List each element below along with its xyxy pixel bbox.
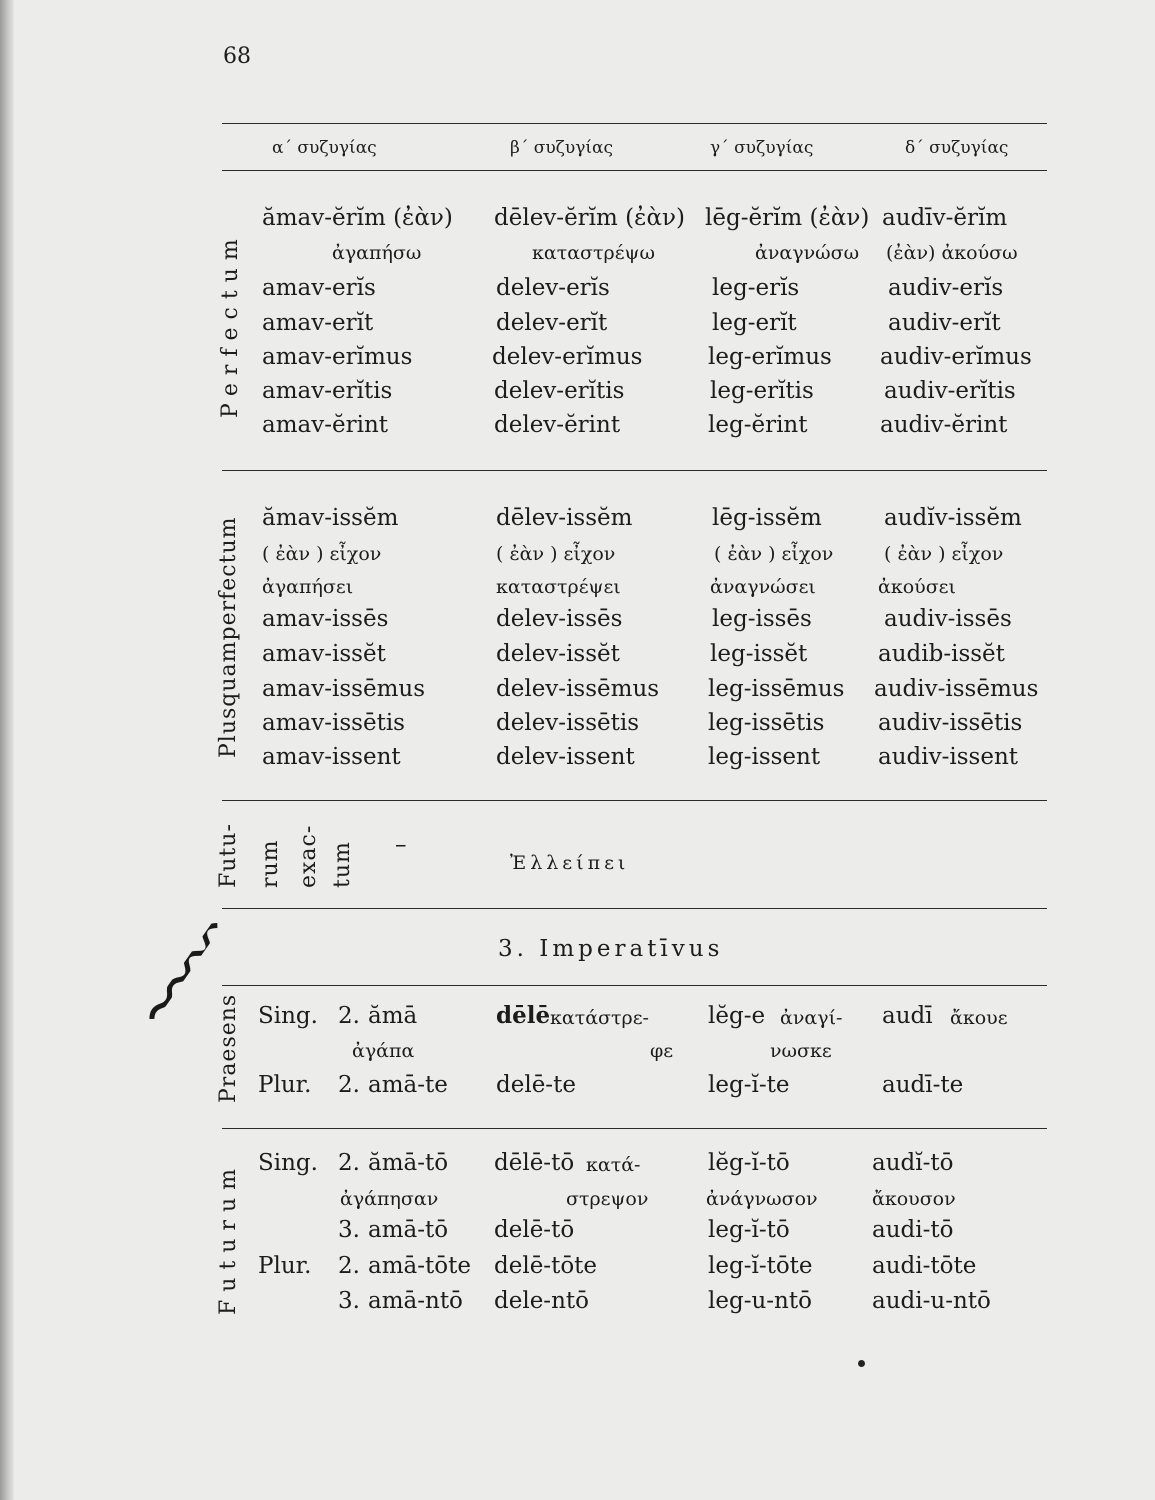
fut-r4-c3: leg-ĭ-tōte (708, 1253, 813, 1279)
futurum-exactum-deest: Ἐλλείπει (510, 852, 630, 874)
perf-c1-r6: amav-erĭtis (262, 378, 393, 404)
plq-c2-r8: delev-issent (496, 744, 635, 770)
praes-plur-c4: audī-te (882, 1072, 964, 1098)
plq-c3-r8: leg-issent (708, 744, 821, 770)
plq-c4-r6: audiv-issēmus (874, 676, 1039, 702)
fut-r3-c4: audi-tō (872, 1217, 954, 1243)
praes-sing-c3-greek2: νωσκε (770, 1040, 832, 1062)
plq-c3-r4: leg-issēs (712, 606, 812, 632)
fut-r2-c2: στρεψον (566, 1188, 649, 1210)
plq-c2-r2: ( ἐὰν ) εἶχον (496, 543, 616, 565)
praes-plur-label: Plur. (258, 1072, 312, 1098)
rule-after-plusquamperfectum (222, 800, 1047, 801)
praes-sing-num: 2. (338, 1003, 360, 1029)
plq-c2-r1: dēlev-issĕm (496, 505, 633, 531)
plq-c3-r1: lēg-issĕm (712, 505, 822, 531)
praes-sing-c1-greek: ἀγάπα (352, 1040, 415, 1062)
rule-before-praesens (222, 985, 1047, 986)
perf-c2-r1: dēlev-ĕrĭm (ἐὰν) (494, 205, 685, 231)
plq-c1-r5: amav-issĕt (262, 641, 386, 667)
book-spine-edge (0, 0, 14, 1500)
fut-r1-c4: audĭ-tō (872, 1150, 954, 1176)
fut-r1-c1: ămā-tō (368, 1150, 449, 1176)
perf-c2-r6: delev-erĭtis (494, 378, 625, 404)
futurum-exactum-dash: – (395, 832, 407, 858)
plq-c1-r6: amav-issēmus (262, 676, 425, 702)
perf-c1-greek: ἀγαπήσω (332, 242, 422, 264)
plq-c3-r7: leg-issētis (708, 710, 825, 736)
fut-r5-num: 3. (338, 1288, 360, 1314)
plq-c1-r4: amav-issēs (262, 606, 389, 632)
perf-c3-r1: lēg-ĕrĭm (ἐὰν) (705, 205, 870, 231)
rule-after-perfectum (222, 470, 1047, 471)
praes-sing-c3-greek1: ἀναγί- (780, 1007, 843, 1029)
plq-c3-r2: ( ἐὰν ) εἶχον (714, 543, 834, 565)
fut-r4-c4: audi-tōte (872, 1253, 977, 1279)
fut-r5-c4: audi-u-ntō (872, 1288, 991, 1314)
plq-c2-r3: καταστρέψει (496, 576, 621, 598)
praes-sing-label: Sing. (258, 1003, 318, 1029)
perf-c3-r7: leg-ĕrint (708, 412, 808, 438)
fut-r2-c1: ἀγάπησαν (340, 1188, 439, 1210)
perf-c1-r7: amav-ĕrint (262, 412, 389, 438)
fut-r4-c2: delē-tōte (494, 1253, 598, 1279)
perf-c4-greek: (ἐὰν) ἀκούσω (886, 242, 1018, 264)
section-label-futurum: Futurum (216, 1161, 241, 1315)
perf-c2-r5: delev-erĭmus (492, 344, 643, 370)
perf-c4-r4: audiv-erĭt (888, 310, 1001, 336)
plq-c4-r4: audiv-issēs (884, 606, 1012, 632)
fut-r5-c1: amā-ntō (368, 1288, 463, 1314)
fut-r4-num: 2. (338, 1253, 360, 1279)
col-header-1: α΄ συζυγίας (272, 138, 377, 158)
label-futurum-exactum-4: tum (330, 841, 355, 888)
fut-r4-c1: amā-tōte (368, 1253, 471, 1279)
rule-before-futurum (222, 1128, 1047, 1129)
col-header-2: β΄ συζυγίας (510, 138, 614, 158)
plq-c4-r1: audĭv-issĕm (884, 505, 1022, 531)
page-number: 68 (223, 44, 251, 69)
perf-c1-r4: amav-erĭt (262, 310, 374, 336)
rule-header-bottom (222, 170, 1047, 171)
perf-c3-r4: leg-erĭt (712, 310, 797, 336)
handwritten-signature-mark (146, 919, 223, 1023)
col-header-4: δ΄ συζυγίας (905, 138, 1009, 158)
plq-c4-r5: audib-issĕt (878, 641, 1005, 667)
fut-r2-c3: ἀνάγνωσον (706, 1188, 818, 1210)
fut-r3-num: 3. (338, 1217, 360, 1243)
rule-after-futurum-exactum (222, 908, 1047, 909)
praes-plur-num: 2. (338, 1072, 360, 1098)
perf-c2-r4: delev-erĭt (496, 310, 608, 336)
plq-c1-r3: ἀγαπήσει (262, 576, 354, 598)
perf-c4-r5: audiv-erĭmus (880, 344, 1032, 370)
plq-c4-r3: ἀκούσει (878, 576, 956, 598)
praes-plur-c1: amā-te (368, 1072, 448, 1098)
plq-c2-r6: delev-issēmus (496, 676, 660, 702)
perf-c1-r1: ămav-ĕrĭm (ἐὰν) (262, 205, 453, 231)
section-label-praesens: Praesens (216, 993, 241, 1103)
perf-c1-r3: amav-erĭs (262, 275, 376, 301)
fut-r1-num: 2. (338, 1150, 360, 1176)
praes-sing-c1: ămā (368, 1003, 418, 1029)
perf-c4-r7: audiv-ĕrint (880, 412, 1008, 438)
praes-plur-c2: delē-te (496, 1072, 576, 1098)
perf-c2-greek: καταστρέψω (532, 242, 655, 264)
perf-c2-r3: delev-erĭs (496, 275, 610, 301)
rule-top (222, 123, 1047, 124)
plq-c3-r5: leg-issĕt (710, 641, 808, 667)
perf-c2-r7: delev-ĕrint (494, 412, 621, 438)
plq-c1-r7: amav-issētis (262, 710, 405, 736)
praes-sing-c2-greek2: φε (650, 1040, 674, 1062)
plq-c2-r5: delev-issĕt (496, 641, 620, 667)
plq-c4-r7: audiv-issētis (878, 710, 1023, 736)
praes-sing-c3: lĕg-e (708, 1003, 766, 1029)
col-header-3: γ΄ συζυγίας (710, 138, 814, 158)
plq-c1-r1: ămav-issĕm (262, 505, 399, 531)
praes-sing-c2-greek1: κατάστρε- (550, 1007, 649, 1029)
perf-c4-r6: audiv-erĭtis (884, 378, 1016, 404)
fut-r3-c2: delē-tō (494, 1217, 575, 1243)
plq-c1-r8: amav-issent (262, 744, 401, 770)
plq-c2-r7: delev-issētis (496, 710, 640, 736)
fut-r5-c3: leg-u-ntō (708, 1288, 812, 1314)
fut-r2-c4: ἄκουσον (872, 1188, 956, 1210)
fut-r3-c1: amā-tō (368, 1217, 449, 1243)
perf-c4-r1: audīv-ĕrĭm (882, 205, 1008, 231)
label-futurum-exactum-1: Futu- (216, 823, 241, 888)
plq-c1-r2: ( ἐὰν ) εἶχον (262, 543, 382, 565)
section-label-plusquamperfectum: Plusquamperfectum (216, 516, 241, 758)
label-futurum-exactum-2: rum (258, 839, 283, 888)
praes-sing-c4-greek: ἄκουε (950, 1007, 1008, 1029)
fut-r5-c2: dele-ntō (494, 1288, 589, 1314)
fut-r3-c3: leg-ĭ-tō (708, 1217, 790, 1243)
fut-sing-label: Sing. (258, 1150, 318, 1176)
perf-c3-r3: leg-erĭs (712, 275, 800, 301)
section-label-perfectum: Perfectum (218, 231, 243, 418)
perf-c1-r5: amav-erĭmus (262, 344, 413, 370)
perf-c4-r3: audiv-erĭs (888, 275, 1004, 301)
fut-r1-c3: lĕg-ĭ-tō (708, 1150, 790, 1176)
label-futurum-exactum-3: exac- (296, 824, 321, 888)
praes-sing-c2: dēlē (496, 1002, 551, 1029)
plq-c3-r3: ἀναγνώσει (710, 576, 816, 598)
plq-c2-r4: delev-issēs (496, 606, 623, 632)
praes-sing-c4: audī (882, 1003, 933, 1029)
ink-dot (858, 1360, 865, 1367)
plq-c4-r2: ( ἐὰν ) εἶχον (884, 543, 1004, 565)
plq-c3-r6: leg-issēmus (708, 676, 845, 702)
praes-plur-c3: leg-ĭ-te (708, 1072, 790, 1098)
perf-c3-r5: leg-erĭmus (708, 344, 832, 370)
perf-c3-greek: ἀναγνώσω (755, 242, 860, 264)
fut-plur-label: Plur. (258, 1253, 312, 1279)
plq-c4-r8: audiv-issent (878, 744, 1018, 770)
perf-c3-r6: leg-erĭtis (710, 378, 814, 404)
imperativus-heading: 3. Imperatīvus (498, 936, 724, 962)
fut-r1-c2-greek: κατά- (586, 1154, 641, 1176)
fut-r1-c2: dēlē-tō (494, 1150, 575, 1176)
